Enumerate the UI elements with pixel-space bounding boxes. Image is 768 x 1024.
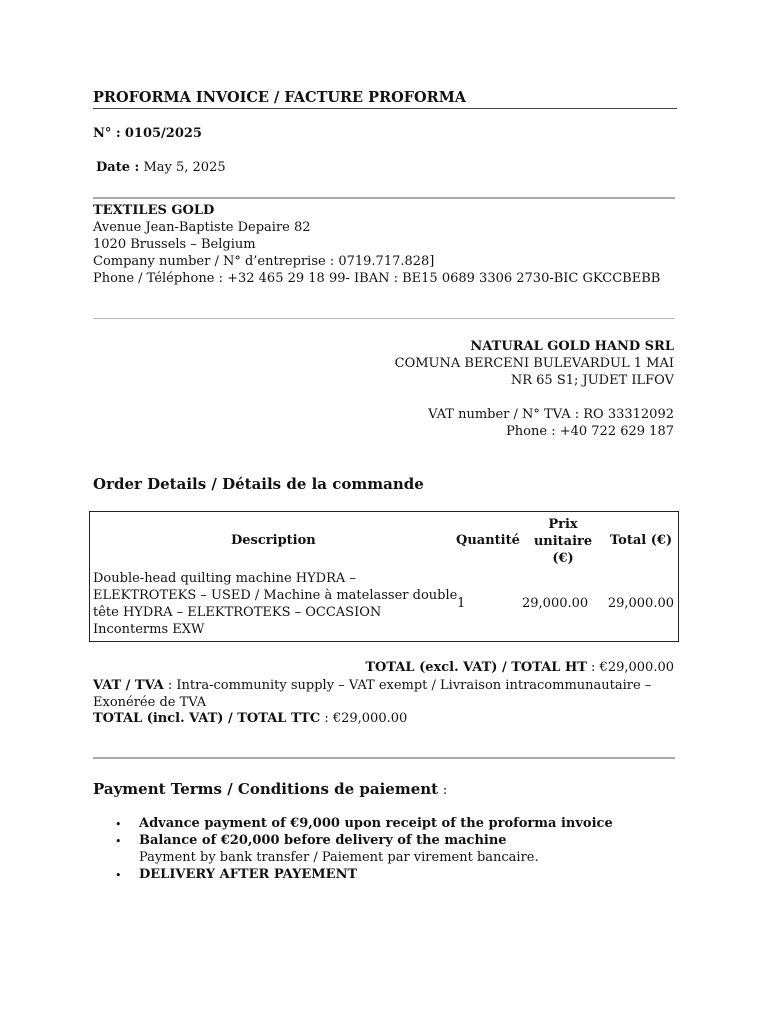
buyer-address-line2: NR 65 S1; JUDET ILFOV	[510, 373, 674, 388]
column-header-unit-price-line: unitaire	[533, 534, 593, 549]
total-incl-vat-label: TOTAL (incl. VAT) / TOTAL TTC	[93, 711, 321, 726]
item-description-line: tête HYDRA – ELEKTROTEKS – OCCASION	[93, 605, 382, 620]
column-header-total: Total (€)	[610, 533, 673, 548]
divider	[93, 197, 675, 199]
order-details-heading: Order Details / Détails de la commande	[93, 475, 424, 493]
column-header-description: Description	[231, 533, 316, 548]
title-underline	[93, 108, 677, 109]
buyer-vat: VAT number / N° TVA : RO 33312092	[428, 407, 674, 422]
invoice-number	[93, 126, 202, 141]
item-description-line: ELEKTROTEKS – USED / Machine à matelasser double	[93, 588, 458, 603]
bullet-icon: •	[115, 835, 122, 848]
order-table	[89, 511, 679, 642]
divider	[93, 757, 675, 759]
invoice-date-label: Date :	[96, 160, 140, 175]
buyer-name: NATURAL GOLD HAND SRL	[470, 339, 674, 354]
vat-note	[93, 677, 651, 711]
item-total: 29,000.00	[607, 596, 674, 611]
bullet-icon: •	[115, 818, 122, 831]
payment-terms-colon: :	[442, 783, 448, 798]
column-header-unit-price-line: (€)	[552, 551, 574, 566]
total-excl-vat-value: : €29,000.00	[591, 660, 674, 675]
seller-company-number: Company number / N° d’entreprise : 0719.717.828]	[93, 254, 435, 269]
payment-item-advance: Advance payment of €9,000 upon receipt of the proforma invoice	[139, 816, 613, 831]
column-header-unit-price	[526, 516, 600, 567]
seller-phone-iban: Phone / Téléphone : +32 465 29 18 99- IBAN : BE15 0689 3306 2730-BIC GKCCBEBB	[93, 271, 661, 286]
buyer-phone: Phone : +40 722 629 187	[506, 424, 674, 439]
total-incl-vat-value: : €29,000.00	[324, 711, 408, 726]
seller-city: 1020 Brussels – Belgium	[93, 237, 256, 252]
total-incl-vat	[93, 711, 407, 726]
total-excl-vat-label: TOTAL (excl. VAT) / TOTAL HT	[365, 660, 587, 675]
payment-item-balance: Balance of €20,000 before delivery of the machine	[139, 833, 507, 848]
item-unit-price: 29,000.00	[522, 596, 589, 611]
buyer-block	[395, 338, 674, 440]
vat-text: : Intra-community supply – VAT exempt / Livraison intracommunautaire –	[167, 678, 652, 693]
invoice-date	[96, 160, 226, 175]
item-description-line: Double-head quilting machine HYDRA –	[93, 571, 356, 586]
item-quantity: 1	[457, 596, 466, 611]
invoice-title: PROFORMA INVOICE / FACTURE PROFORMA	[93, 89, 467, 106]
item-description-line: Inconterms EXW	[93, 622, 205, 637]
seller-name: TEXTILES GOLD	[93, 203, 215, 218]
invoice-date-value: May 5, 2025	[143, 160, 226, 175]
column-header-unit-price-line: Prix	[548, 517, 578, 532]
column-header-quantity: Quantité	[456, 533, 520, 548]
payment-terms-heading	[93, 780, 447, 798]
buyer-address-line1: COMUNA BERCENI BULEVARDUL 1 MAI	[394, 356, 674, 371]
seller-address: Avenue Jean-Baptiste Depaire 82	[93, 220, 311, 235]
divider	[93, 318, 675, 319]
total-excl-vat	[365, 660, 674, 675]
payment-item-delivery: DELIVERY AFTER PAYEMENT	[139, 867, 358, 882]
invoice-number-value: 0105/2025	[124, 126, 202, 141]
payment-method-note: Payment by bank transfer / Paiement par virement bancaire.	[139, 850, 539, 865]
seller-block	[93, 202, 660, 287]
item-description	[93, 570, 457, 638]
vat-text-continued: Exonérée de TVA	[93, 695, 207, 710]
vat-label: VAT / TVA	[93, 678, 164, 693]
bullet-icon: •	[115, 869, 122, 882]
invoice-number-label: N° :	[93, 126, 121, 141]
payment-terms-title: Payment Terms / Conditions de paiement	[93, 780, 439, 798]
